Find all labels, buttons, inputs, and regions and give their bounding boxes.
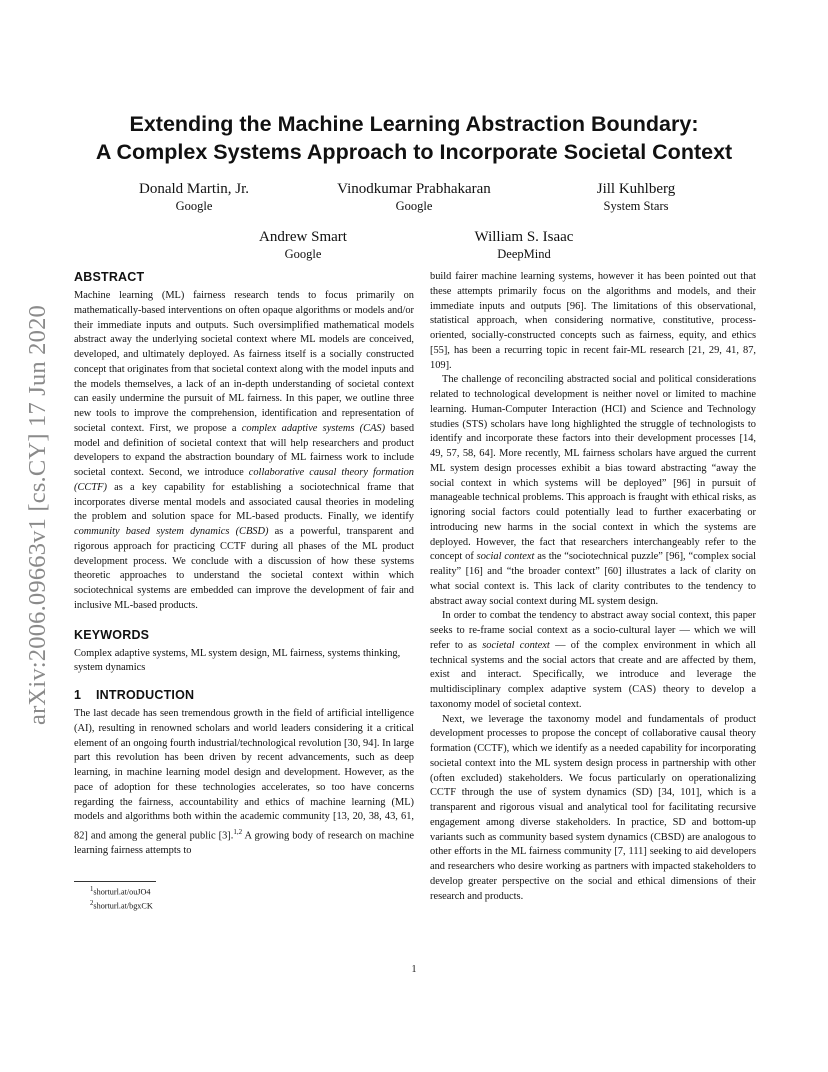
author-affiliation: System Stars — [603, 199, 669, 213]
footnote: $^1$shorturl.at/ouJO4 — [90, 885, 151, 897]
body-paragraph: build fairer machine learning systems, however it has been pointed out that these attempts primarily focus on the algorithms and models, and their immediate inputs and outputs [96]. The limitations of this observational, statistical approach, when considering normative, constitutive, process-oriented, socially-constructed concepts such as fairness, equity, and ethics [55], has been a recurring topic in recent fair-ML research [21, 29, 41, 87, 109]. — [430, 271, 756, 371]
author-block — [414, 228, 634, 262]
keywords-text: Complex adaptive systems, ML system design, ML fairness, systems thinking, system dynamics — [74, 647, 401, 674]
footnote: $^2$shorturl.at/bgxCK — [90, 899, 153, 911]
body-paragraph: In order to combat the tendency to abstract away social context, this paper seeks to re-frame social context as a socio-cultural layer — which we will refer to as societal context — of the complex environment in which all technical systems and the social actors that create and are affected by them, exist and interact. Specifically, we introduce and leverage the multidisciplinary complex adaptive system (CAS) theory to develop a taxonomy model of societal context. — [430, 610, 756, 710]
author-affiliation: Google — [395, 199, 433, 213]
author-affiliation: DeepMind — [497, 247, 551, 261]
page-number: 1 — [411, 964, 417, 975]
author-block — [304, 180, 524, 214]
introduction-paragraph: The last decade has seen tremendous growth in the field of artificial intelligence (AI), resulting in renowned scholars and world leaders considering it a critical element of an ongoing fourth industrial/technological revolution [30, 94]. In large part this revolution has been driven by recent advancements, such as deep learning, in machine learning model design and development. However, as the pace of adoption for these technologies accelerates, so too have concerns regarding the fairness, accountability and ethics of machine learning (ML) models and algorithms both within the academic community [13, 20, 38, 43, 61, 82] and among the general public [3].$^{1,2}$ A growing body of research on machine learning fairness attempts to — [74, 708, 414, 857]
abstract-heading: ABSTRACT — [74, 270, 145, 284]
title-line-1: Extending the Machine Learning Abstraction Boundary: — [129, 112, 699, 136]
right-column — [430, 270, 756, 904]
author-block — [193, 228, 413, 262]
author-block — [526, 180, 746, 214]
title-line-2: A Complex Systems Approach to Incorporate Societal Context — [95, 140, 733, 164]
author-name: William S. Isaac — [474, 229, 574, 245]
author-name: Jill Kuhlberg — [596, 181, 676, 197]
author-name: Andrew Smart — [259, 229, 347, 245]
author-affiliation: Google — [284, 247, 322, 261]
body-paragraph: Next, we leverage the taxonomy model and fundamentals of product development processes to propose the concept of collaborative causal theory formation (CCTF), which we identify as a needed capability for incorporating societal context into the ML system design process in partnership with other (often excluded) stakeholders. We focus particularly on operationalizing CCTF through the use of system dynamics (SD) [34, 101], which is a transparent and rigorous visual and analytical tool for facilitating recursive engagement among diverse stakeholders. In practice, SD and bottom-up variants such as community based system dynamics (CBSD) are analogous to other efforts in the ML fairness community [7, 111] seeking to aid developers and researchers who desire working as partners with impacted stakeholders to develop greater perspective on the social and ethical dimensions of their research and products. — [430, 713, 756, 902]
introduction-heading: 1 INTRODUCTION — [74, 688, 195, 702]
author-name: Donald Martin, Jr. — [139, 181, 249, 197]
keywords-heading: KEYWORDS — [74, 627, 150, 642]
author-block — [84, 180, 304, 214]
footnote-rule — [74, 881, 156, 882]
author-name: Vinodkumar Prabhakaran — [337, 181, 491, 197]
body-paragraph: The challenge of reconciling abstracted social and political considerations related to technological development is neither novel or limited to machine learning. Human-Computer Interaction (HCI) and Science and Technology studies (STS) scholars have long highlighted the struggle of technologists to identify and incorporate these factors into their development processes [14, 49, 57, 58, 64]. More recently, ML fairness scholars have argued the current ML system design processes exhibit a bias toward abstracting “away the social context in which systems will be deployed” [96] in pursuit of manageable technical problems. This approach is fraught with ethical risks, as ignoring social factors could potentially lead to further exacerbating or introducing new harms in the social context in which the systems are deployed. However, the fact that researchers interchangeably refer to the concept of social context as the “sociotechnical puzzle” [96], “complex social reality” [16] and “the broader context” [60] illustrates a lack of clarity on what social context is. This lack of clarity contributes to the tendency to abstract away social context during ML system design. — [430, 374, 756, 607]
left-column — [74, 270, 414, 911]
paper-title — [0, 110, 828, 166]
author-affiliation: Google — [175, 199, 213, 213]
abstract-text: Machine learning (ML) fairness research tends to focus primarily on mathematically-based interventions on often opaque algorithms or models and/or their immediate inputs and outputs. Such oversimplified mathematical models abstract away the underlying societal context where ML models are conceived, developed, and ultimately deployed. As fairness itself is a socially constructed concept that originates from that societal context along with the model inputs and the models themselves, a lack of an in-depth understanding of societal context can easily undermine the pursuit of ML fairness. In this paper, we outline three new tools to improve the comprehension, identification and representation of societal context. First, we propose a complex adaptive systems (CAS) based model and definition of societal context that will help researchers and product developers to expand the abstraction boundary of ML fairness work to include societal context. Second, we introduce collaborative causal theory formation (CCTF) as a key capability for establishing a sociotechnical frame that incorporates diverse mental models and associated causal theories in modeling the problem and solution space for ML-based products. Finally, we identify community based system dynamics (CBSD) as a powerful, transparent and rigorous approach for practicing CCTF during all phases of the ML product development process. We conclude with a discussion of how these systems theoretic approaches to understand the societal context within which sociotechnical systems are embedded can improve the development of fair and inclusive ML-based products. — [74, 290, 415, 611]
arxiv-stamp: arXiv:2006.09663v1 [cs.CY] 17 Jun 2020 — [24, 305, 51, 725]
